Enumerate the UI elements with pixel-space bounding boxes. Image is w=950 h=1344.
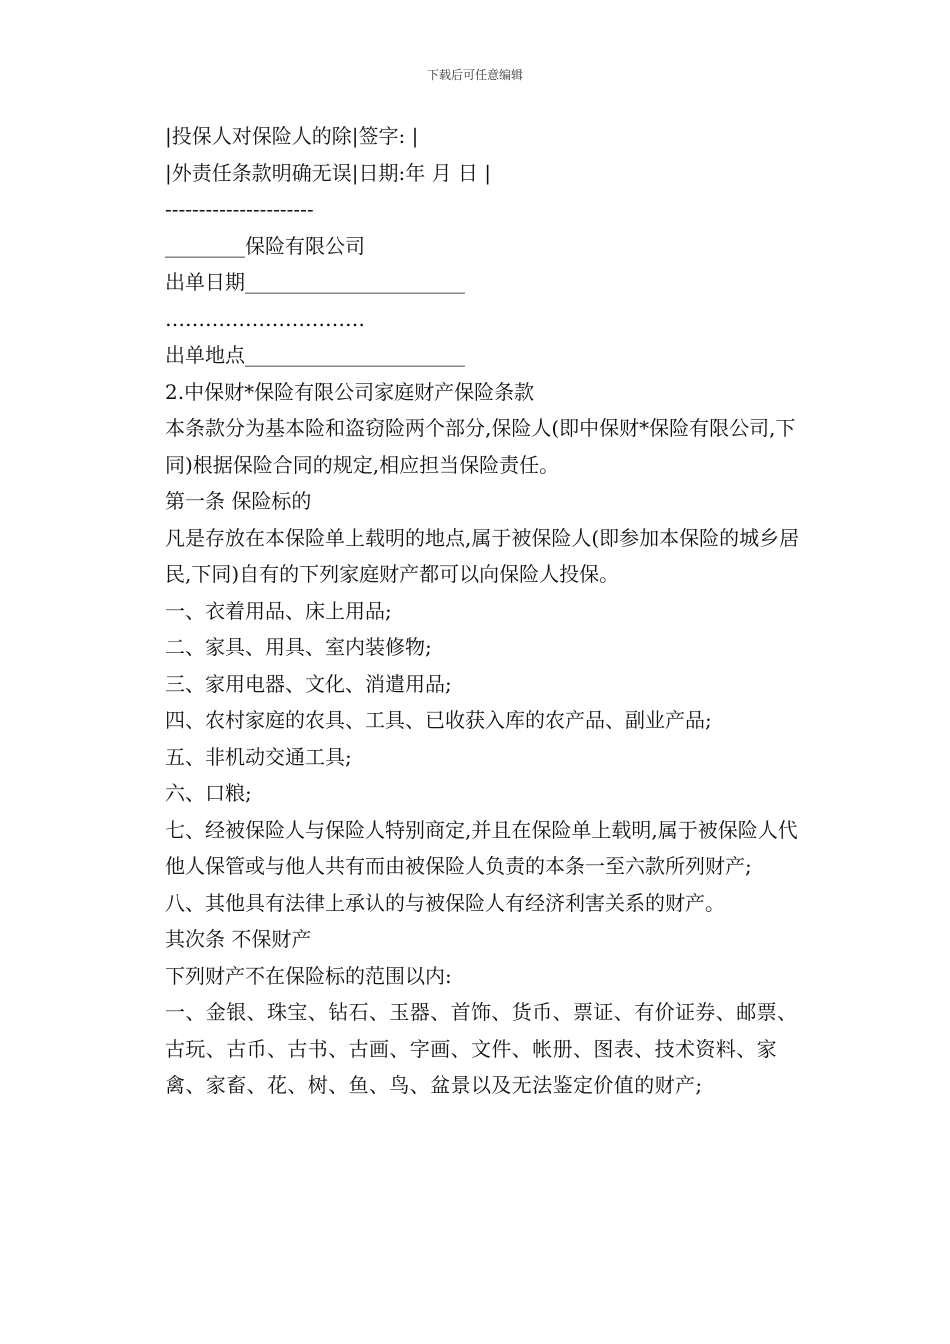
form-line-signature: |投保人对保险人的除|签字: | (165, 124, 419, 148)
dot-separator: ………………………… (165, 306, 365, 331)
list-item-2: 二、家具、用具、室内装修物; (165, 635, 432, 659)
list-item-5: 五、非机动交通工具; (165, 744, 352, 769)
page-header: 下载后可任意编辑 (426, 68, 523, 82)
form-line-date: |外责任条款明确无误|日期:年 月 日 | (165, 160, 492, 185)
list-item-3: 三、家用电器、文化、消遣用品; (165, 671, 452, 696)
article-1-title: 第一条 保险标的 (165, 489, 312, 513)
list-item-4: 四、农村家庭的农具、工具、已收获入库的农产品、副业产品; (165, 708, 712, 732)
exclusion-item-1: 一、金银、珠宝、钻石、玉器、首饰、货币、票证、有价证券、邮票、古玩、古币、古书、古画、字画、文件、帐册、图表、技术资料、家禽、家畜、花、树、鱼、鸟、盆景以及无法鉴定价值的财产; (165, 1000, 798, 1097)
dash-separator: ---------------------- (165, 197, 314, 221)
article-2-title: 其次条 不保财产 (165, 927, 312, 951)
issue-date-line: 出单日期______________________ (165, 270, 465, 294)
article-1-body: 凡是存放在本保险单上载明的地点,属于被保险人(即参加本保险的城乡居民,下同)自有的下列家庭财产都可以向保险人投保。 (165, 525, 800, 586)
issue-place-line: 出单地点______________________ (165, 343, 465, 367)
list-item-6: 六、口粮; (165, 781, 252, 805)
article-2-body: 下列财产不在保险标的范围以内: (165, 963, 452, 988)
company-name-line: ________保险有限公司 (165, 233, 365, 258)
intro-paragraph: 本条款分为基本险和盗窃险两个部分,保险人(即中保财*保险有限公司,下同)根据保险合同的规定,相应担当保险责任。 (165, 416, 796, 477)
list-item-8: 八、其他具有法律上承认的与被保险人有经济利害关系的财产。 (165, 890, 725, 915)
clause-title: 2.中保财*保险有限公司家庭财产保险条款 (165, 379, 535, 404)
list-item-7: 七、经被保险人与保险人特别商定,并且在保险单上载明,属于被保险人代他人保管或与他人共有而由被保险人负责的本条一至六款所列财产; (165, 817, 798, 878)
list-item-1: 一、衣着用品、床上用品; (165, 598, 392, 623)
document-body (145, 118, 815, 1104)
